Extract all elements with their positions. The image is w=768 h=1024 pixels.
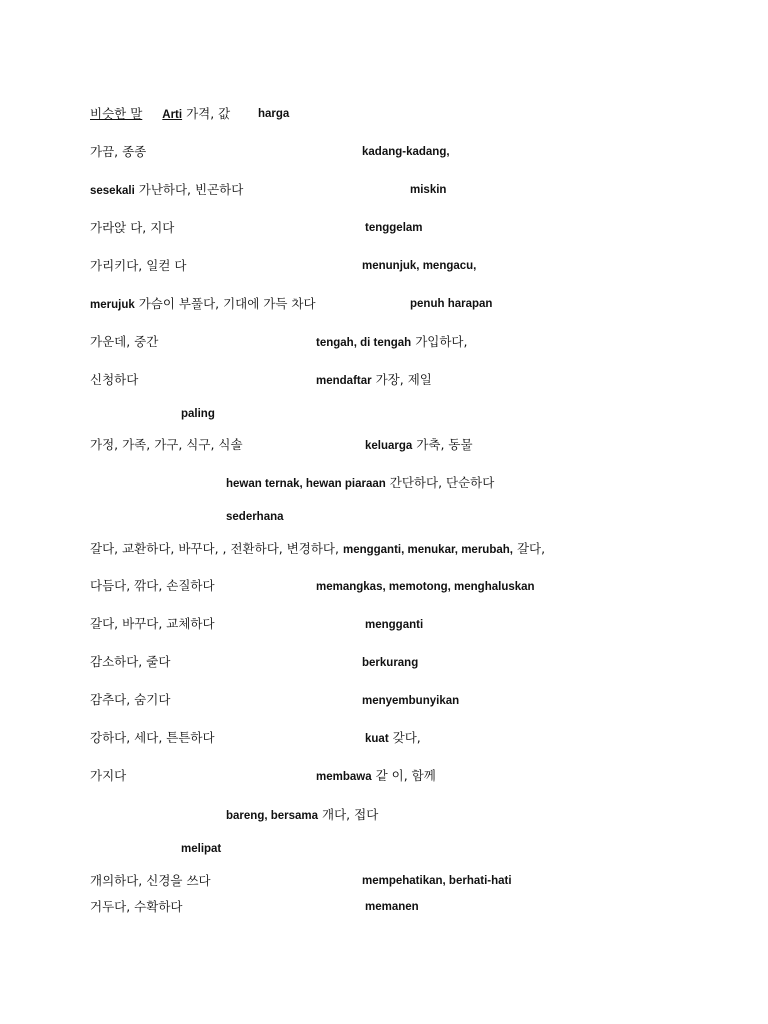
entry-line	[226, 475, 494, 492]
entry-indonesian: penuh harapan	[410, 298, 493, 310]
entry-indonesian: mendaftar	[316, 375, 372, 387]
entry-korean: 가장, 제일	[375, 372, 432, 387]
entry-korean: 가슴이 부풀다, 기대에 가득 차다	[138, 296, 316, 311]
entry-indonesian: menyembunyikan	[362, 695, 460, 707]
header-meaning: Arti	[162, 109, 183, 121]
entry-indonesian: hewan ternak, hewan piaraan	[226, 478, 386, 490]
entry-korean: 갈다, 바꾸다, 교체하다	[90, 616, 215, 631]
header-word: 가격, 값	[186, 106, 231, 121]
entry-line	[316, 334, 467, 351]
entry-korean: 거두다, 수확하다	[90, 899, 183, 914]
header-row	[90, 106, 230, 123]
entry-korean: 강하다, 세다, 튼튼하다	[90, 730, 215, 745]
entry-korean: 가라앉 다, 지다	[90, 220, 175, 235]
entry-indonesian: keluarga	[365, 440, 413, 452]
entry-indonesian: mempehatikan, berhati-hati	[362, 875, 512, 887]
entry-line	[90, 296, 316, 313]
entry-line	[365, 730, 421, 747]
entry-korean: 가리키다, 일컫 다	[90, 258, 187, 273]
entry-line	[316, 768, 436, 785]
entry-indonesian: berkurang	[362, 657, 419, 669]
entry-indonesian: kadang-kadang,	[362, 146, 450, 158]
entry-indonesian: sederhana	[226, 511, 284, 523]
entry-korean: 개다, 접다	[322, 807, 379, 822]
entry-korean: 간단하다, 단순하다	[389, 475, 495, 490]
entry-indonesian: miskin	[410, 184, 447, 196]
entry-indonesian: tengah, di tengah	[316, 337, 412, 349]
entry-korean: 감추다, 숨기다	[90, 692, 171, 707]
entry-line	[316, 372, 432, 389]
entry-line	[90, 182, 243, 199]
entry-korean: 가지다	[90, 768, 127, 783]
entry-korean: 갈다, 교환하다, 바꾸다, , 전환하다, 변경하다,	[90, 541, 339, 556]
entry-indonesian: membawa	[316, 771, 372, 783]
entry-line	[365, 437, 473, 454]
entry-indonesian: memangkas, memotong, menghaluskan	[316, 581, 535, 593]
entry-indonesian: kuat	[365, 733, 389, 745]
entry-korean: 신청하다	[90, 372, 139, 387]
entry-indonesian: paling	[181, 408, 215, 420]
header-harga: harga	[258, 108, 290, 120]
entry-line	[90, 541, 545, 558]
entry-korean: 다듬다, 깎다, 손질하다	[90, 578, 215, 593]
entry-line	[226, 807, 378, 824]
entry-indonesian: bareng, bersama	[226, 810, 319, 822]
entry-korean: 갈다,	[516, 541, 546, 556]
entry-indonesian: melipat	[181, 843, 222, 855]
header-similar-words: 비슷한 말	[90, 106, 143, 121]
entry-indonesian: menunjuk, mengacu,	[362, 260, 477, 272]
entry-korean: 개의하다, 신경을 쓰다	[90, 873, 211, 888]
entry-korean: 가끔, 종종	[90, 144, 147, 159]
entry-korean: 가입하다,	[415, 334, 468, 349]
entry-indonesian: memanen	[365, 901, 419, 913]
entry-indonesian: merujuk	[90, 299, 135, 311]
entry-korean: 감소하다, 줄다	[90, 654, 171, 669]
entry-korean: 갖다,	[392, 730, 421, 745]
entry-indonesian: tenggelam	[365, 222, 423, 234]
entry-korean: 가축, 동물	[416, 437, 473, 452]
entry-korean: 같 이, 함께	[375, 768, 436, 783]
entry-indonesian: mengganti, menukar, merubah,	[342, 544, 513, 556]
entry-korean: 가정, 가족, 가구, 식구, 식솔	[90, 437, 243, 452]
entry-korean: 가난하다, 빈곤하다	[138, 182, 244, 197]
entry-indonesian: sesekali	[90, 185, 135, 197]
entry-korean: 가운데, 중간	[90, 334, 159, 349]
entry-indonesian: mengganti	[365, 619, 424, 631]
